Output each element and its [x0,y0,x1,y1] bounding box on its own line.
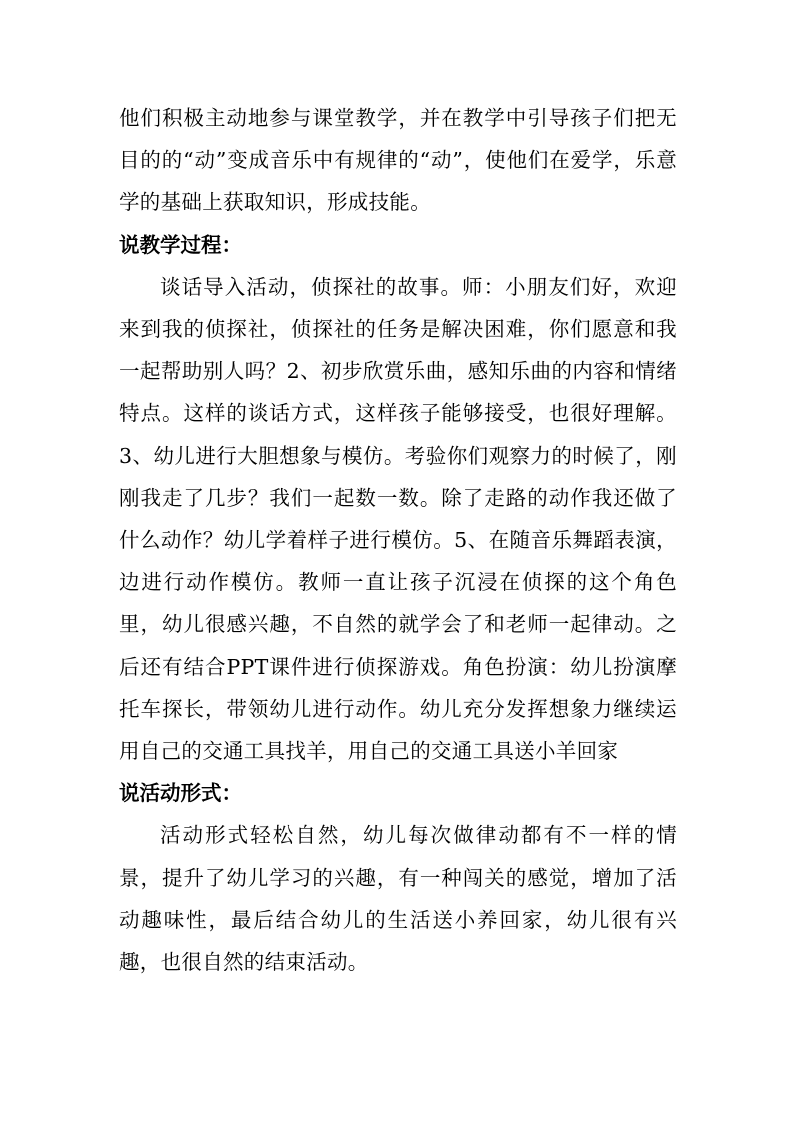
intro-paragraph: 他们积极主动地参与课堂教学，并在教学中引导孩子们把无目的的“动”变成音乐中有规律的“动”，使他们在爱学，乐意学的基础上获取知识，形成技能。 [119,106,677,215]
section-heading-teaching-process: 说教学过程： [119,232,242,257]
document-body [119,97,677,983]
activity-form-paragraph: 活动形式轻松自然，幼儿每次做律动都有不一样的情景，提升了幼儿学习的兴趣，有一种闯关的感觉，增加了活动趣味性，最后结合幼儿的生活送小养回家，幼儿很有兴趣，也很自然的结束活动。 [119,823,677,975]
teaching-process-paragraph: 谈话导入活动，侦探社的故事。师：小朋友们好，欢迎来到我的侦探社，侦探社的任务是解决困难，你们愿意和我一起帮助别人吗？2、初步欣赏乐曲，感知乐曲的内容和情绪特点。这样的谈话方式，这样孩子能够接受，也很好理解。3、幼儿进行大胆想象与模仿。考验你们观察力的时候了，刚刚我走了几步？我们一起数一数。除了走路的动作我还做了什么动作？幼儿学着样子进行模仿。5、在随音乐舞蹈表演，边进行动作模仿。教师一直让孩子沉浸在侦探的这个角色里，幼儿很感兴趣，不自然的就学会了和老师一起律动。之后还有结合PPT课件进行侦探游戏。角色扮演：幼儿扮演摩托车探长，带领幼儿进行动作。幼儿充分发挥想象力继续运用自己的交通工具找羊，用自己的交通工具送小羊回家 [119,274,677,764]
section-heading-activity-form: 说活动形式： [119,781,242,806]
